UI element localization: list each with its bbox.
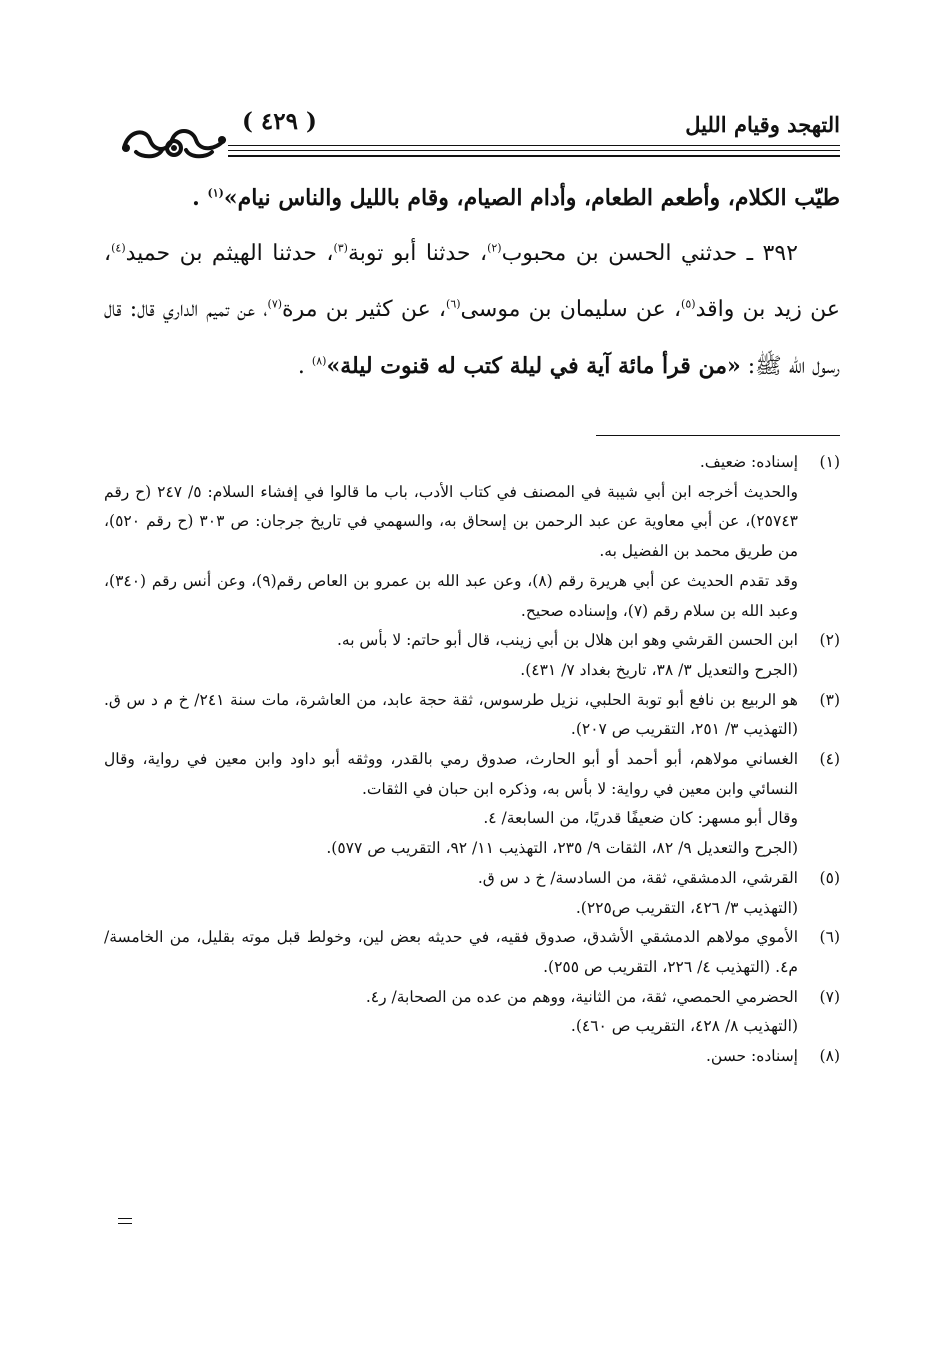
isnad-text: ٣٩٢ ـ حدثني الحسن بن محبوب bbox=[501, 241, 798, 266]
hadith-text: «من قرأ مائة آية في ليلة كتب له قنوت ليلة» bbox=[326, 353, 741, 379]
footnote-text: (التهذيب ٣/ ٤٢٦، التقريب ص٢٢٥). bbox=[575, 898, 798, 917]
continuation-paragraph: طيّب الكلام، وأطعم الطعام، وأدام الصيام، وقام بالليل والناس نيام»$^{(١)}$ . bbox=[192, 185, 840, 211]
header-ornament-icon bbox=[118, 118, 230, 162]
footnote-text: إسناده: ضعيف. bbox=[699, 453, 798, 471]
page-number: ( ٤٢٩ ) bbox=[242, 108, 317, 135]
footnote-text: (التهذيب ٨/ ٤٢٨، التقريب ص ٤٦٠). bbox=[570, 1017, 798, 1036]
footnote-text: والحديث أخرجه ابن أبي شيبة في المصنف في كتاب الأدب، باب ما قالوا في إفشاء السلام: ٥/ ٢٤٧ (ح رقم ٢٥٧٤٣)، عن أبي معاوية عن عبد الرحمن بن إسحاق به، والسهمي في تاريخ جرجان: ص ٣٠٣ (ح رقم ٥٢٠)، من طريق محمد بن الفضيل به. bbox=[104, 482, 798, 561]
footnote-ref: (١) bbox=[207, 186, 224, 200]
continuation-mark bbox=[118, 1218, 132, 1228]
footnotes bbox=[104, 448, 840, 1072]
footnote-number: (٤) bbox=[819, 750, 840, 769]
footnote bbox=[104, 745, 840, 864]
header-rule bbox=[228, 150, 840, 151]
isnad-text: ، عن سليمان بن موسى bbox=[460, 297, 682, 322]
footnote bbox=[104, 983, 840, 1042]
footnote-ref: (٢) bbox=[487, 241, 502, 255]
footnote-text: ابن الحسن القرشي وهو ابن هلال بن أبي زينب، قال أبو حاتم: لا بأس به. bbox=[336, 631, 798, 650]
header-rule bbox=[228, 155, 840, 157]
footnote-text: (الجرح والتعديل ٣/ ٣٨، تاريخ بغداد ٧/ ٤٣١). bbox=[520, 660, 798, 679]
footnote-text: وقد تقدم الحديث عن أبي هريرة رقم (٨)، وعن عبد الله بن عمرو بن العاص رقم(٩)، وعن أنس رقم (٣٤٠)، وعبد الله بن سلام رقم (٧)، وإسناده صحيح. bbox=[104, 571, 799, 620]
footnote-text: القرشي، الدمشقي، ثقة، من السادسة/ خ د س ق. bbox=[477, 868, 798, 887]
footnote-text: الحضرمي الحمصي، ثقة، من الثانية، ووهم من عده من الصحابة/ ر٤. bbox=[365, 987, 798, 1006]
footnote-number: (٥) bbox=[819, 868, 840, 887]
main-text bbox=[104, 170, 840, 395]
footnote bbox=[104, 923, 840, 982]
footnote-ref: (٣) bbox=[333, 241, 348, 255]
footnote-separator bbox=[596, 435, 840, 436]
isnad-text: ، عن زيد بن واقد bbox=[104, 241, 840, 322]
footnote-ref: (٧) bbox=[267, 297, 283, 311]
footnote-text: إسناده: حسن. bbox=[705, 1047, 798, 1066]
footnote-number: (٦) bbox=[819, 928, 840, 947]
footnote-ref: (٥) bbox=[681, 297, 696, 311]
isnad-text: ، حدثنا الهيثم بن حميد bbox=[125, 241, 334, 266]
footnote-number: (٨) bbox=[819, 1047, 840, 1066]
footnote-ref: (٤) bbox=[111, 241, 126, 255]
running-head-title: التهجد وقيام الليل bbox=[685, 112, 840, 137]
footnote-text: هو الربيع بن نافع أبو توبة الحلبي، نزيل طرسوس، ثقة حجة عابد، من العاشرة، مات سنة ٢٤١/ خ م د س ق. (التهذيب ٣/ ٢٥١، التقريب ص ٢٠٧). bbox=[104, 690, 798, 739]
isnad-text: ، عن تميم الداري قال: قال رسول الله ﷺ: bbox=[104, 297, 840, 379]
footnote-number: (١) bbox=[819, 453, 840, 471]
footnote-ref: (٨) bbox=[311, 354, 327, 368]
footnote-text: (الجرح والتعديل ٩/ ٨٢، الثقات ٩/ ٢٣٥، التهذيب ١١/ ٩٢، التقريب ص ٥٧٧). bbox=[326, 839, 798, 858]
isnad-text: ، حدثنا أبو توبة bbox=[347, 241, 488, 266]
footnote-text: الغساني مولاهم، أبو أحمد أو أبو الحارث، صدوق رمي بالقدر، ووثقه أبو داود وابن معين في رواية، وقال النسائي وابن معين في رواية: لا بأس به، وذكره ابن حبان في الثقات. bbox=[104, 750, 798, 798]
footnote-number: (٧) bbox=[819, 987, 840, 1006]
footnote bbox=[104, 448, 840, 626]
footnote-number: (٢) bbox=[819, 631, 840, 650]
footnote-text: الأموي مولاهم الدمشقي الأشدق، صدوق فقيه، في حديثه بعض لين، وخولط قبل موته بقليل، من الخامسة/ م٤. (التهذيب ٤/ ٢٢٦، التقريب ص ٢٥٥). bbox=[104, 928, 798, 976]
hadith-392-paragraph: ٣٩٢ ـ حدثني الحسن بن محبوب$^{(٢)}$، حدثنا أبو توبة$^{(٣)}$، حدثنا الهيثم بن حميد$^{(٤)}$، عن زيد بن واقد$^{(٥)}$، عن سليمان بن موسى$^{(٦)}$، عن كثير بن مرة$^{(٧)}$، عن تميم الداري قال: قال رسول الله ﷺ: «من قرأ مائة آية في ليلة كتب له قنوت ليلة»$^{(٨)}$ . bbox=[104, 241, 840, 379]
header-rule bbox=[228, 145, 840, 146]
footnote bbox=[104, 626, 840, 685]
footnote-ref: (٦) bbox=[446, 297, 461, 311]
footnote bbox=[104, 864, 840, 923]
footnote-number: (٣) bbox=[819, 690, 840, 709]
footnote-text: وقال أبو مسهر: كان ضعيفًا قدريًا، من السابعة/ ٤. bbox=[483, 809, 798, 828]
footnote bbox=[104, 686, 840, 745]
hadith-text: طيّب الكلام، وأطعم الطعام، وأدام الصيام، وقام بالليل والناس نيام» bbox=[223, 185, 840, 211]
footnote bbox=[104, 1042, 840, 1072]
isnad-text: ، عن كثير بن مرة bbox=[282, 297, 447, 322]
